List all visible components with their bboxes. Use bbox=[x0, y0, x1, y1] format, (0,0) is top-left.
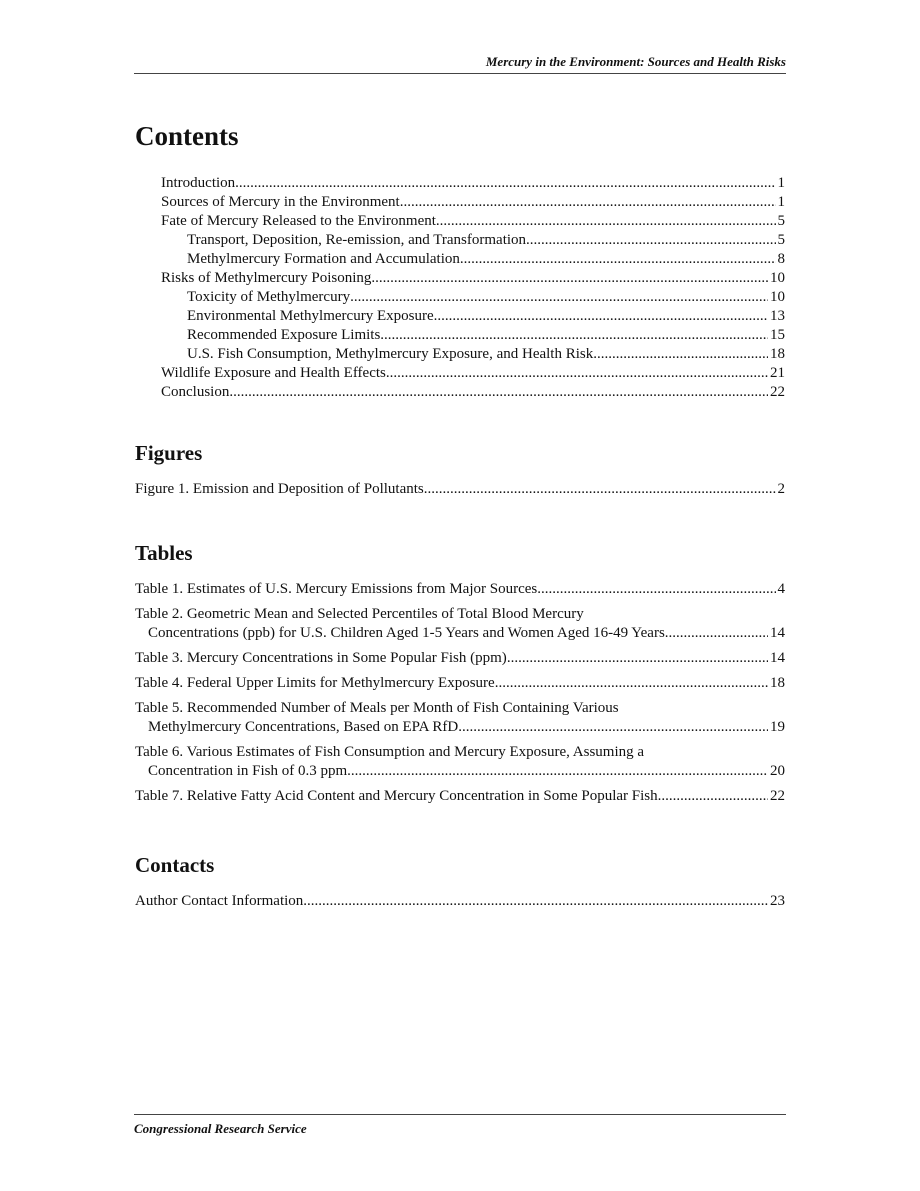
toc-entry[interactable]: Wildlife Exposure and Health Effects ..... 21 bbox=[135, 364, 785, 383]
contents-list bbox=[135, 174, 785, 402]
contents-heading: Contents bbox=[135, 121, 239, 151]
toc-subentry[interactable]: U.S. Fish Consumption, Methylmercury Exposure, and Health Risk ..... 18 bbox=[135, 345, 785, 364]
figures-list bbox=[135, 480, 785, 499]
tables-heading: Tables bbox=[135, 541, 193, 565]
table-entry[interactable]: Table 3. Mercury Concentrations in Some Popular Fish (ppm) ..... 14 bbox=[135, 649, 785, 668]
table-entry[interactable]: Table 4. Federal Upper Limits for Methylmercury Exposure ..... 18 bbox=[135, 674, 785, 693]
toc-subentry[interactable]: Toxicity of Methylmercury ..... 10 bbox=[135, 288, 785, 307]
page-footer: Congressional Research Service bbox=[134, 1114, 786, 1137]
table-entry[interactable]: Table 5. Recommended Number of Meals per Month of Fish Containing Various Methylmercury Concentrations, Based on EPA RfD ..... 19 bbox=[135, 699, 785, 737]
toc-subentry[interactable]: Methylmercury Formation and Accumulation ..... 8 bbox=[135, 250, 785, 269]
toc-entry[interactable]: Fate of Mercury Released to the Environment ..... 5 bbox=[135, 212, 785, 231]
toc-entry[interactable]: Conclusion ..... 22 bbox=[135, 383, 785, 402]
figures-heading: Figures bbox=[135, 441, 203, 465]
contact-entry[interactable]: Author Contact Information ..... 23 bbox=[135, 892, 785, 911]
table-entry[interactable]: Table 1. Estimates of U.S. Mercury Emissions from Major Sources ..... 4 bbox=[135, 580, 785, 599]
table-entry[interactable]: Table 6. Various Estimates of Fish Consumption and Mercury Exposure, Assuming a Concentration in Fish of 0.3 ppm ..... 20 bbox=[135, 743, 785, 781]
table-entry[interactable]: Table 2. Geometric Mean and Selected Percentiles of Total Blood Mercury Concentrations (ppb) for U.S. Children Aged 1-5 Years and Women Aged 16-49 Years ..... 14 bbox=[135, 605, 785, 643]
toc-entry[interactable]: Risks of Methylmercury Poisoning ..... 10 bbox=[135, 269, 785, 288]
contacts-heading: Contacts bbox=[135, 853, 215, 877]
toc-entry[interactable]: Sources of Mercury in the Environment ..... 1 bbox=[135, 193, 785, 212]
toc-subentry[interactable]: Recommended Exposure Limits ..... 15 bbox=[135, 326, 785, 345]
figure-entry[interactable]: Figure 1. Emission and Deposition of Pollutants ..... 2 bbox=[135, 480, 785, 499]
table-entry[interactable]: Table 7. Relative Fatty Acid Content and Mercury Concentration in Some Popular Fish ..... 22 bbox=[135, 787, 785, 806]
toc-entry[interactable]: Introduction ..... 1 bbox=[135, 174, 785, 193]
toc-subentry[interactable]: Environmental Methylmercury Exposure ..... 13 bbox=[135, 307, 785, 326]
toc-subentry[interactable]: Transport, Deposition, Re-emission, and Transformation ..... 5 bbox=[135, 231, 785, 250]
running-header: Mercury in the Environment: Sources and Health Risks bbox=[134, 54, 786, 74]
tables-list bbox=[135, 580, 785, 812]
contacts-list bbox=[135, 892, 785, 911]
